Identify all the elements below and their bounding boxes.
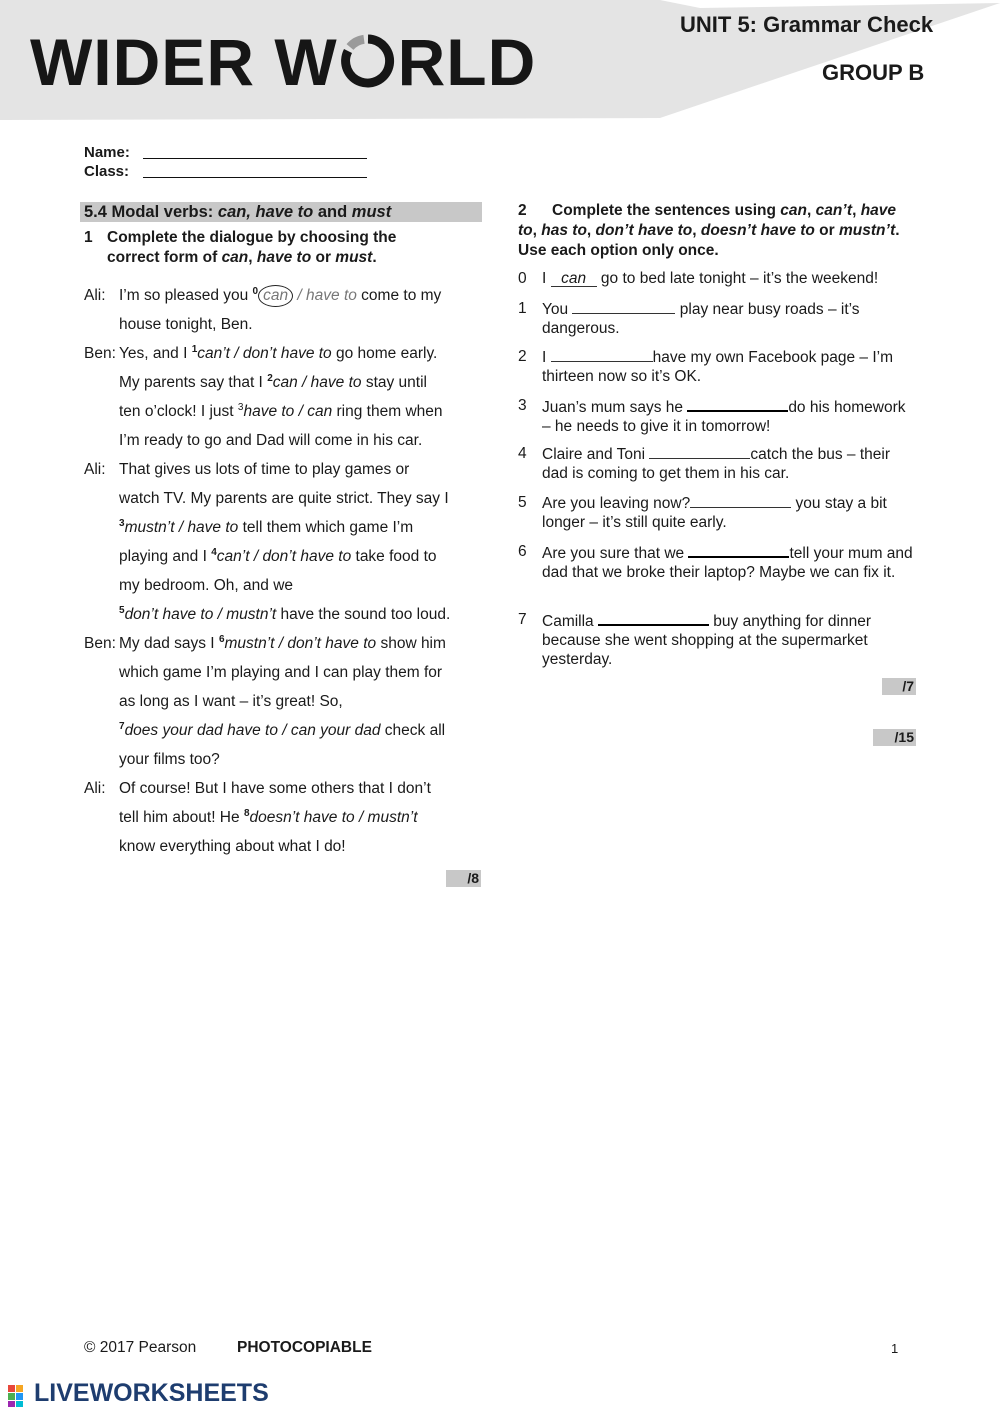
page-number: 1 — [891, 1341, 899, 1356]
answer-blank[interactable] — [690, 493, 791, 508]
liveworksheets-brand: LIVEWORKSHEETS — [34, 1379, 269, 1407]
class-input-line[interactable] — [143, 177, 367, 178]
choice-option[interactable]: can’t / don’t have to — [216, 548, 352, 565]
group-label: GROUP B — [822, 60, 925, 85]
name-input-line[interactable] — [143, 158, 367, 159]
choice-option[interactable]: mustn’t / don’t have to — [224, 635, 377, 652]
exercise1-score-box: /8 — [446, 870, 481, 887]
answer-blank[interactable] — [598, 610, 709, 626]
choice-option[interactable]: can’t / don’t have to — [197, 345, 332, 362]
class-field-row — [84, 163, 129, 180]
answer-blank[interactable] — [687, 396, 788, 412]
example-answer-circled: can — [258, 285, 293, 307]
photocopiable-label: PHOTOCOPIABLE — [237, 1339, 372, 1356]
unit-title: UNIT 5: Grammar Check — [680, 12, 934, 37]
answer-blank[interactable] — [688, 542, 789, 558]
answer-blank[interactable] — [649, 444, 750, 459]
exercise2-instruction: 2 Complete the sentences using can, can’t, have to, has to, don’t have to, doesn’t have to or mustn’t. Use each option only once. — [518, 202, 900, 259]
exercise2-number: 2 — [518, 202, 527, 219]
choice-option[interactable]: doesn’t have to / mustn’t — [249, 809, 418, 826]
section-heading: 5.4 Modal verbs: can, have to and must — [80, 202, 482, 222]
liveworksheets-logo-icon — [8, 1385, 32, 1407]
speaker-label: Ali: — [84, 287, 106, 304]
speaker-label: Ben: — [84, 635, 116, 652]
name-label: Name: — [84, 144, 130, 161]
answer-blank[interactable] — [572, 299, 675, 314]
wider-world-logo: WIDER W RLD — [30, 25, 537, 99]
choice-option[interactable]: does your dad have to / can your dad — [124, 722, 381, 739]
choice-option[interactable]: have to / can — [243, 403, 333, 420]
answer-blank[interactable] — [551, 347, 653, 362]
choice-option[interactable]: can / have to — [272, 374, 362, 391]
choice-option[interactable]: don’t have to / mustn’t — [124, 606, 277, 623]
copyright-text: © 2017 Pearson — [84, 1339, 197, 1356]
class-label: Class: — [84, 163, 130, 180]
exercise1-number: 1 — [84, 229, 93, 246]
choice-option[interactable]: mustn’t / have to — [124, 519, 239, 536]
name-field-row — [84, 144, 130, 161]
total-score-box: /15 — [873, 729, 916, 746]
exercise2-score-box: /7 — [882, 678, 916, 695]
speaker-label: Ben: — [84, 345, 116, 362]
speaker-label: Ali: — [84, 780, 106, 797]
logo-o-ring-icon — [340, 26, 396, 82]
example-answer: can — [551, 271, 597, 287]
speaker-label: Ali: — [84, 461, 106, 478]
